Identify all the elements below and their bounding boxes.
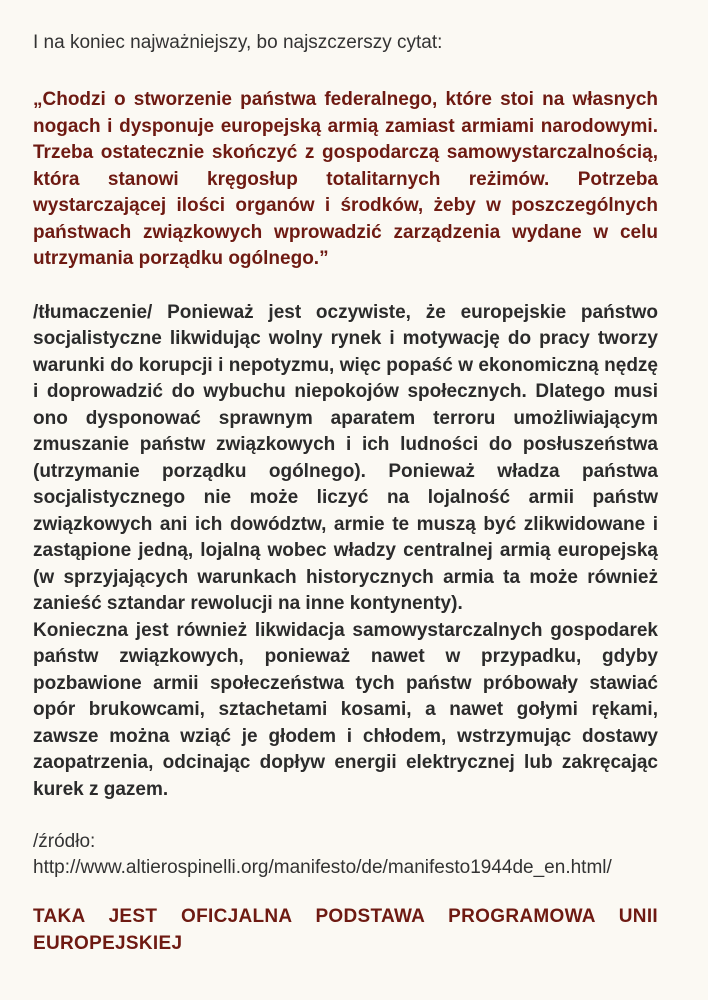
conclusion-heading: TAKA JEST OFICJALNA PODSTAWA PROGRAMOWA UNII EUROPEJSKIEJ	[33, 906, 658, 954]
source-link[interactable]: http://www.altierospinelli.org/manifesto/de/manifesto1944de_en.html/	[33, 857, 612, 878]
commentary-paragraph-2: Konieczna jest również likwidacja samowystarczalnych gospodarek państw związkowych, ponieważ nawet w przypadku, gdyby pozbawione armii społeczeństwa tych państw próbowały stawiać opór brukowcami, sztachetami kosami, a nawet gołymi rękami, zawsze można wziąć je głodem i chłodem, wstrzymując dostawy zaopatrzenia, odcinając dopływ energii elektrycznej lub zakręcając kurek z gazem.	[33, 619, 658, 800]
source-label: /źródło:	[33, 831, 96, 852]
commentary-block	[33, 300, 658, 804]
quote-text: „Chodzi o stworzenie państwa federalnego, które stoi na własnych nogach i dysponuje europejską armią zamiast armiami narodowymi. Trzeba ostatecznie skończyć z gospodarczą samowystarczalnością, która stanowi kręgosłup totalitarnych reżimów. Potrzeba wystarczającej ilości organów i środków, żeby w poszczególnych państwach związkowych wprowadzić zarządzenia wydane w celu utrzymania porządku ogólnego.”	[33, 89, 658, 269]
commentary-paragraph-1: /tłumaczenie/ Ponieważ jest oczywiste, że europejskie państwo socjalistyczne likwidując wolny rynek i motywację do pracy tworzy warunki do korupcji i nepotyzmu, więc popaść w ekonomiczną nędzę i doprowadzić do wybuchu niepokojów społecznych. Dlatego musi ono dysponować sprawnym aparatem terroru umożliwiającym zmuszanie państw związkowych i ich ludności do posłuszeństwa (utrzymanie porządku ogólnego). Ponieważ władza państwa socjalistycznego nie może liczyć na lojalność armii państw związkowych ani ich dowództw, armie te muszą być zlikwidowane i zastąpione jedną, lojalną wobec władzy centralnej armią europejską (w sprzyjających warunkach historycznych armia ta może również zanieść sztandar rewolucji na inne kontynenty).	[33, 301, 658, 614]
intro-text: I na koniec najważniejszy, bo najszczerszy cytat:	[33, 32, 443, 53]
